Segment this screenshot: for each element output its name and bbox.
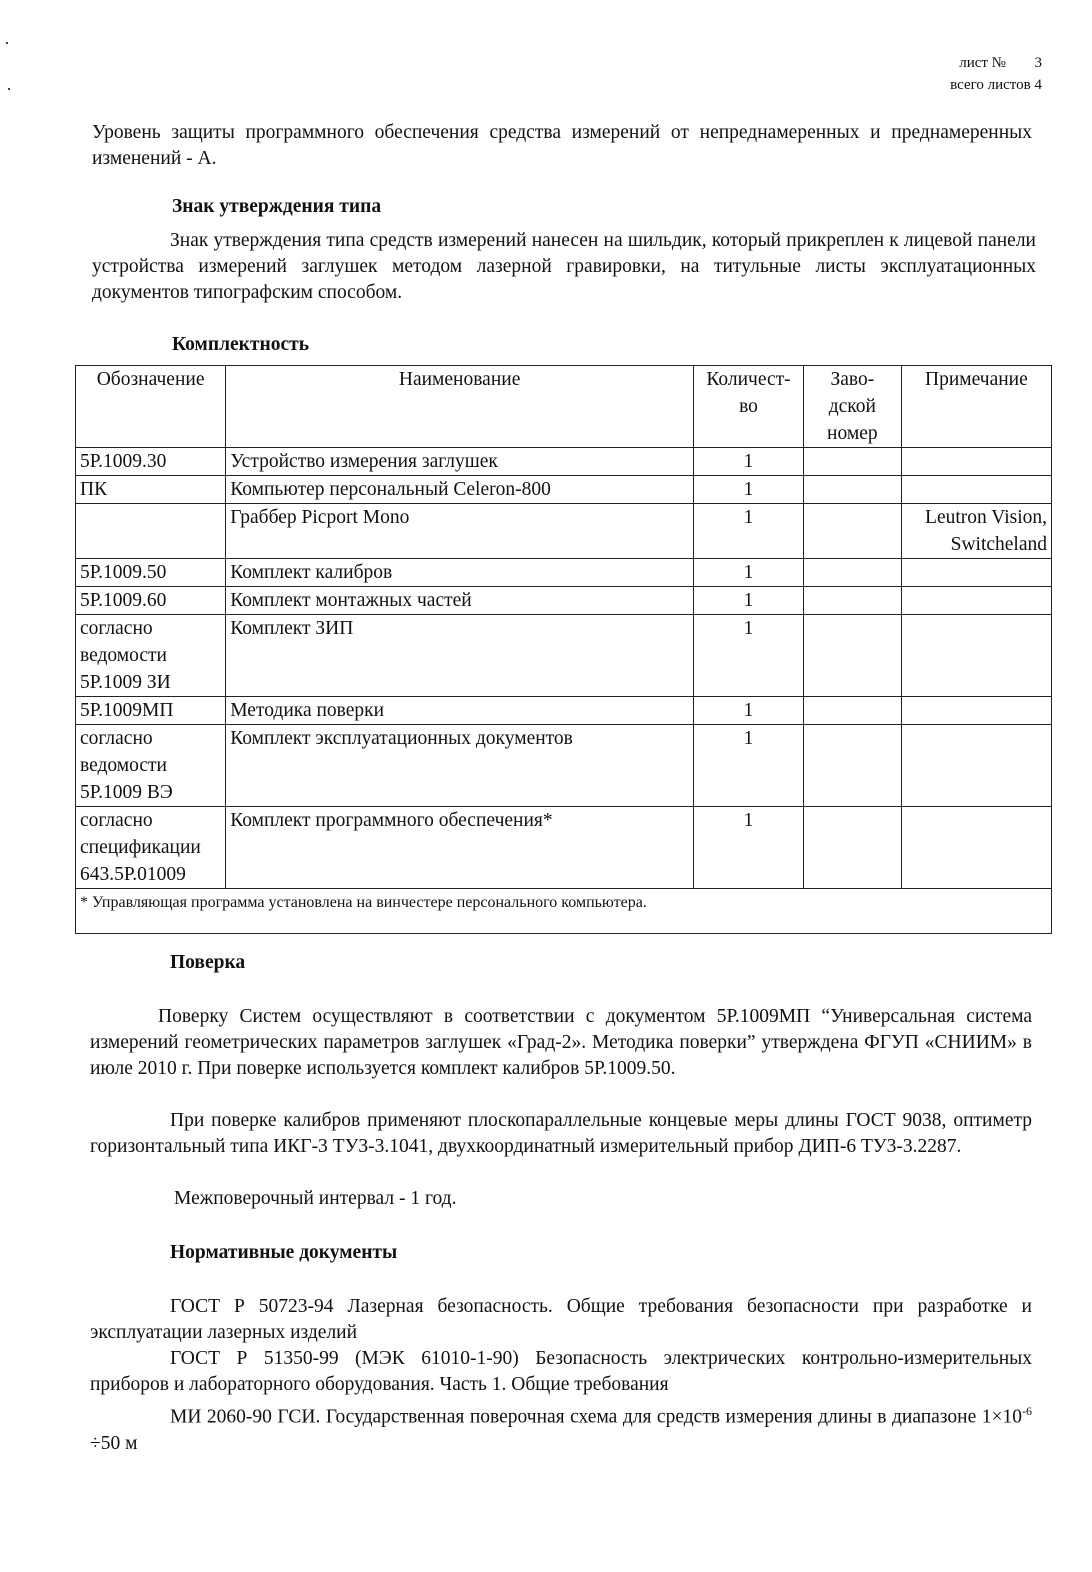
cell-code	[76, 504, 226, 559]
cell-code: 5Р.1009.50	[76, 559, 226, 587]
cell-factory	[803, 807, 901, 889]
cell-note	[901, 807, 1051, 889]
verification-p1: Поверку Систем осуществляют в соответствии с документом 5Р.1009МП “Универсальная система измерений геометрических параметров заглушек «Град-2». Методика поверки” утверждена ФГУП «СНИИМ» в июле 2010 г. При поверке используется комплект калибров 5Р.1009.50.	[90, 1006, 1032, 1079]
scan-speck	[8, 88, 10, 90]
table-header-row	[76, 366, 1052, 448]
sheet-number: 3	[1034, 55, 1042, 71]
verification-heading: Поверка	[170, 952, 246, 973]
normative-heading: Нормативные документы	[170, 1242, 398, 1263]
cell-factory	[803, 476, 901, 504]
cell-note	[901, 615, 1051, 697]
total-sheets: всего листов 4	[950, 77, 1042, 93]
cell-qty: 1	[694, 725, 804, 807]
cell-qty: 1	[694, 697, 804, 725]
col-code-header: Обозначение	[76, 366, 226, 448]
cell-qty: 1	[694, 615, 804, 697]
table-row	[76, 448, 1052, 476]
col-name-header: Наименование	[226, 366, 694, 448]
cell-note	[901, 448, 1051, 476]
cell-name: Комплект калибров	[226, 559, 694, 587]
table-row	[76, 504, 1052, 559]
cell-note	[901, 587, 1051, 615]
cell-code: согласно ведомости 5Р.1009 ЗИ	[76, 615, 226, 697]
cell-factory	[803, 448, 901, 476]
table-footnote: * Управляющая программа установлена на винчестере персонального компьютера.	[76, 889, 1052, 934]
table-footnote-row	[76, 889, 1052, 934]
cell-code: согласно ведомости 5Р.1009 ВЭ	[76, 725, 226, 807]
cell-code: 5Р.1009.30	[76, 448, 226, 476]
cell-code: согласно спецификации 643.5Р.01009	[76, 807, 226, 889]
cell-qty: 1	[694, 807, 804, 889]
cell-qty: 1	[694, 587, 804, 615]
cell-name: Комплект монтажных частей	[226, 587, 694, 615]
normative-doc-3	[90, 1398, 1032, 1457]
cell-note	[901, 697, 1051, 725]
verification-p2: При поверке калибров применяют плоскопараллельные концевые меры длины ГОСТ 9038, оптиметр горизонтальный типа ИКГ-3 ТУ3-3.1041, двухкоординатный измерительный прибор ДИП-6 ТУ3-3.2287.	[90, 1110, 1032, 1157]
cell-factory	[803, 725, 901, 807]
table-row	[76, 587, 1052, 615]
cell-qty: 1	[694, 504, 804, 559]
table-body	[76, 448, 1052, 889]
cell-note: Leutron Vision, Switcheland	[901, 504, 1051, 559]
cell-qty: 1	[694, 448, 804, 476]
cell-name: Комплект программного обеспечения*	[226, 807, 694, 889]
normative-doc-1: ГОСТ Р 50723-94 Лазерная безопасность. Общие требования безопасности при разработке и эксплуатации лазерных изделий	[90, 1296, 1032, 1343]
cell-factory	[803, 504, 901, 559]
cell-factory	[803, 587, 901, 615]
cell-qty: 1	[694, 559, 804, 587]
approval-text: Знак утверждения типа средств измерений нанесен на шильдик, который прикреплен к лицевой панели устройства измерений заглушек методом лазерной гравировки, на титульные листы эксплуатационных документов типографским способом.	[92, 230, 1036, 303]
table-row	[76, 559, 1052, 587]
completeness-table	[75, 365, 1052, 934]
protection-paragraph: Уровень защиты программного обеспечения средства измерений от непреднамеренных и преднамеренных изменений - А.	[92, 122, 1032, 169]
normative-doc-2: ГОСТ Р 51350-99 (МЭК 61010-1-90) Безопасность электрических контрольно-измерительных приборов и лабораторного оборудования. Часть 1. Общие требования	[90, 1348, 1032, 1395]
table-row	[76, 725, 1052, 807]
cell-factory	[803, 697, 901, 725]
col-note-header: Примечание	[901, 366, 1051, 448]
cell-code: 5Р.1009МП	[76, 697, 226, 725]
cell-name: Граббер Picport Mono	[226, 504, 694, 559]
cell-code: 5Р.1009.60	[76, 587, 226, 615]
cell-note	[901, 559, 1051, 587]
col-qty-header: Количест-во	[694, 366, 804, 448]
cell-qty: 1	[694, 476, 804, 504]
cell-name: Методика поверки	[226, 697, 694, 725]
table-row	[76, 476, 1052, 504]
cell-name: Комплект эксплуатационных документов	[226, 725, 694, 807]
completeness-heading: Комплектность	[172, 334, 310, 355]
col-factory-header: Заво-дской номер	[803, 366, 901, 448]
table-row	[76, 697, 1052, 725]
cell-code: ПК	[76, 476, 226, 504]
table-row	[76, 807, 1052, 889]
normative-doc-3-unit: ÷50 м	[90, 1432, 138, 1454]
normative-doc-3-exponent: -6	[1022, 1404, 1032, 1418]
cell-note	[901, 725, 1051, 807]
approval-heading: Знак утверждения типа	[172, 196, 382, 217]
sheet-label: лист №	[959, 55, 1006, 71]
scan-speck	[6, 42, 8, 44]
cell-name: Компьютер персональный Celeron-800	[226, 476, 694, 504]
table-row	[76, 615, 1052, 697]
cell-factory	[803, 559, 901, 587]
verification-interval: Межповерочный интервал - 1 год.	[174, 1188, 457, 1209]
cell-name: Комплект ЗИП	[226, 615, 694, 697]
cell-note	[901, 476, 1051, 504]
cell-name: Устройство измерения заглушек	[226, 448, 694, 476]
normative-doc-3-text: МИ 2060-90 ГСИ. Государственная поверочная схема для средств измерения длины в диапазоне 1×10	[170, 1406, 1022, 1428]
cell-factory	[803, 615, 901, 697]
page-header	[950, 52, 1042, 96]
